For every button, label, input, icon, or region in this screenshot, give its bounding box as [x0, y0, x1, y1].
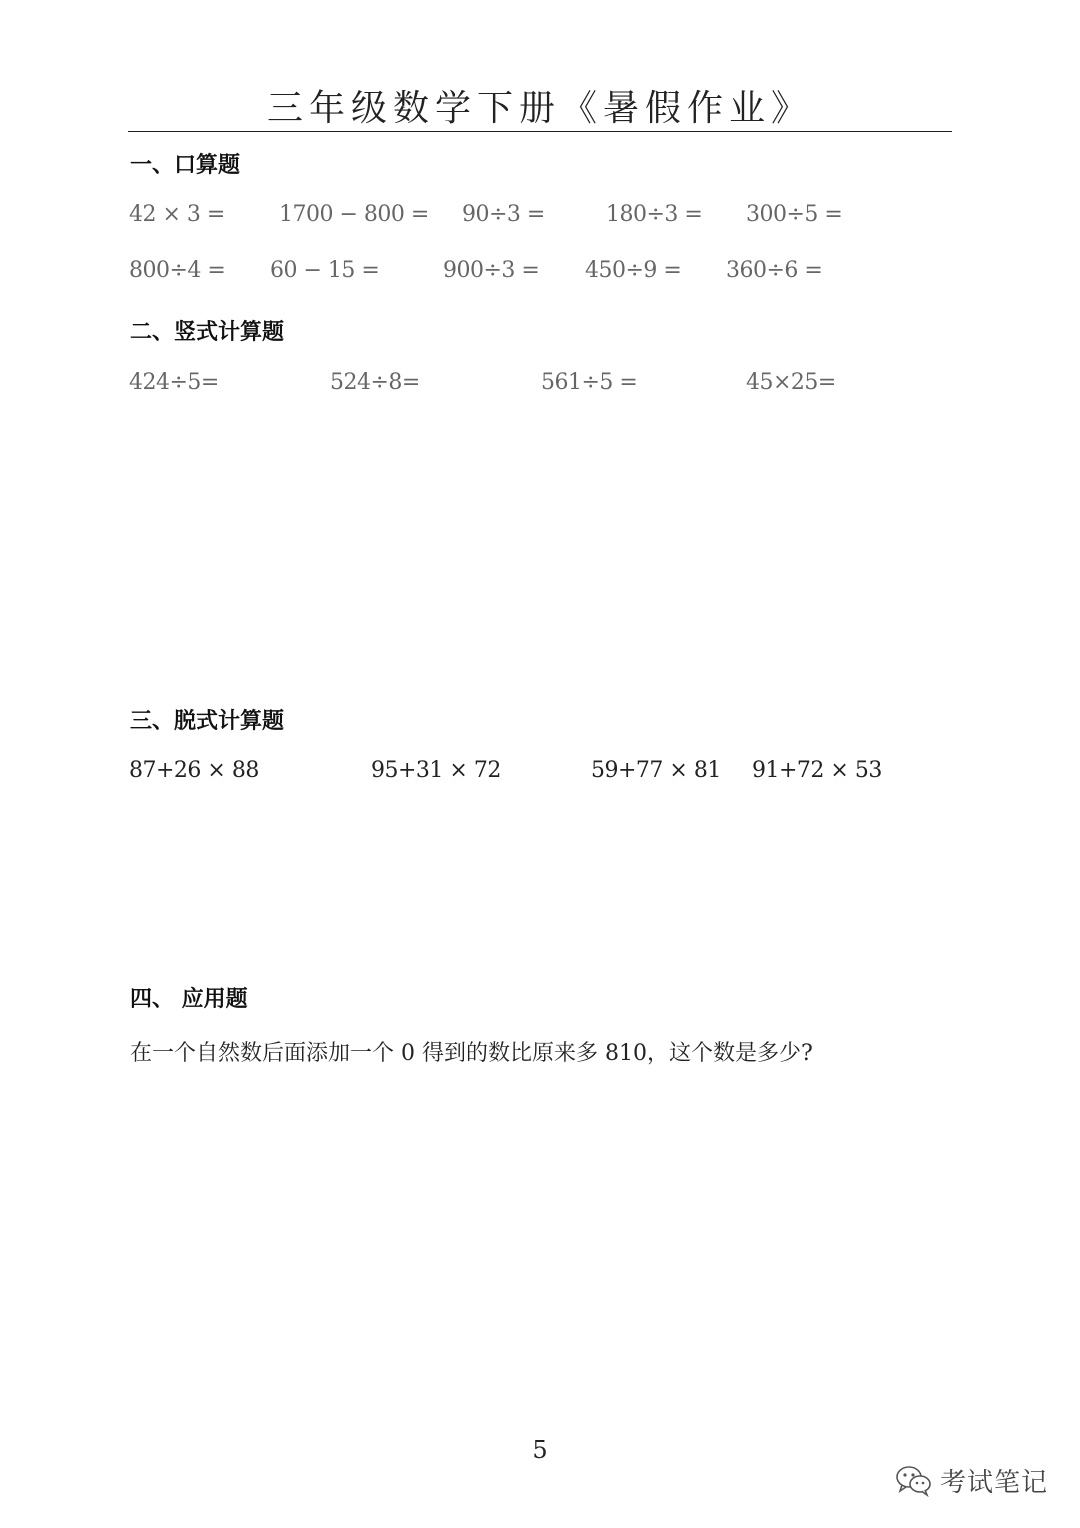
page-title: 三年级数学下册《暑假作业》	[266, 88, 813, 129]
mental-math-item: 1700 − 800 =	[279, 202, 429, 227]
mental-math-item: 800÷4 =	[129, 258, 226, 283]
wechat-icon	[894, 1463, 932, 1497]
section-heading-vertical-calc: 二、竖式计算题	[130, 320, 285, 345]
vertical-calc-item: 45×25=	[746, 370, 836, 395]
mental-math-item: 300÷5 =	[746, 202, 843, 227]
vertical-calc-item: 524÷8=	[330, 370, 420, 395]
mental-math-item: 360÷6 =	[726, 258, 823, 283]
problem-row	[0, 370, 1080, 400]
problem-row	[0, 258, 1080, 288]
section-heading-mental-math: 一、口算题	[130, 153, 241, 178]
mental-math-item: 60 − 15 =	[270, 258, 380, 283]
watermark-text: 考试笔记	[940, 1467, 1049, 1498]
word-problem-text: 在一个自然数后面添加一个 0 得到的数比原来多 810，这个数是多少?	[130, 1041, 813, 1066]
section-heading-word-problem: 四、 应用题	[130, 987, 248, 1012]
page-number: 5	[532, 1436, 548, 1464]
step-calc-item: 59+77 × 81	[591, 758, 721, 783]
mental-math-item: 90÷3 =	[462, 202, 545, 227]
problem-row	[0, 758, 1080, 788]
watermark	[894, 1460, 1048, 1500]
mental-math-item: 42 × 3 =	[129, 202, 225, 227]
mental-math-item: 900÷3 =	[443, 258, 540, 283]
mental-math-item: 450÷9 =	[585, 258, 682, 283]
mental-math-item: 180÷3 =	[606, 202, 703, 227]
title-divider	[128, 131, 952, 132]
section-heading-step-calc: 三、脱式计算题	[130, 709, 285, 734]
step-calc-item: 87+26 × 88	[129, 758, 259, 783]
problem-row	[0, 202, 1080, 232]
step-calc-item: 95+31 × 72	[371, 758, 501, 783]
vertical-calc-item: 561÷5 =	[541, 370, 638, 395]
vertical-calc-item: 424÷5=	[129, 370, 219, 395]
step-calc-item: 91+72 × 53	[752, 758, 882, 783]
